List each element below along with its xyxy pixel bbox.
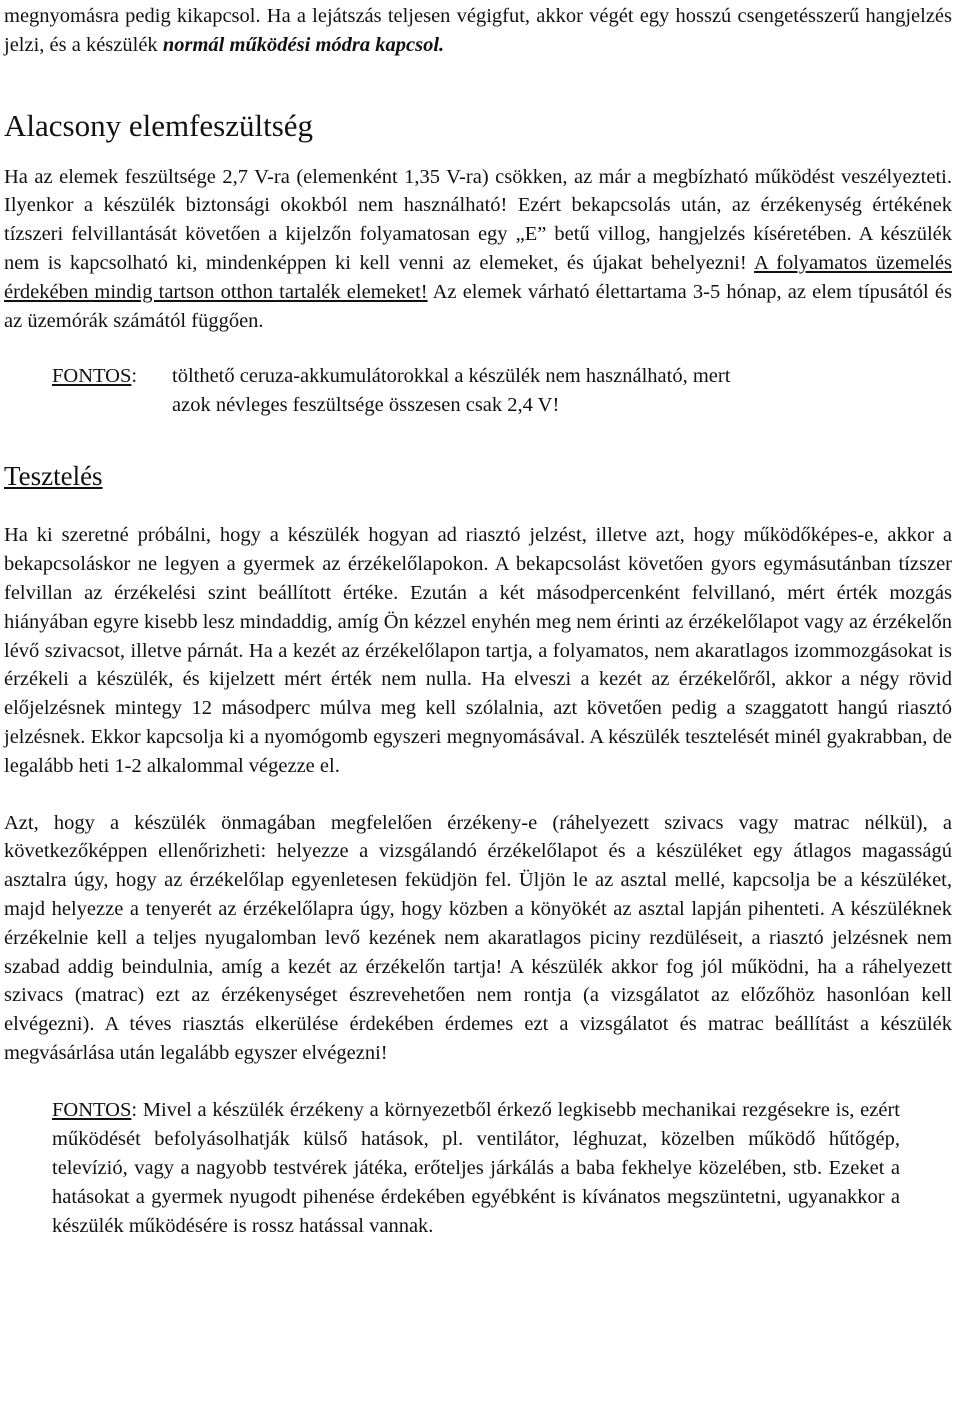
intro-paragraph: [4, 0, 952, 60]
intro-emphasis: normál működési módra kapcsol.: [162, 33, 445, 56]
intro-text: megnyomásra pedig kikapcsol. Ha a lejátszás teljesen végigfut, akkor végét egy hosszú csengetésszerű hangjelzés jelzi, és a készülék: [4, 5, 952, 56]
testing-paragraph-1: Ha ki szeretné próbálni, hogy a készülék hogyan ad riasztó jelzést, illetve azt, hogy működőképes-e, akkor a bekapcsoláskor ne legyen a gyermek az érzékelőlapokon. A bekapcsolást követően gyors egymásutánban tízszer felvillan az érzékelési szint beállított értéke. Ezután a két másodpercenként felvillanó, mért érték mozgás hiányában egyre kisebb lesz mindaddig, amíg Ön kézzel enyhén meg nem érinti az érzékelőlapot vagy az érzékelőn lévő szivacsot, illetve párnát. Ha a kezét az érzékelőlapon tartja, a folyamatos, nem akaratlagos izommozgásokat is érzékeli a készülék, és kijelzett mért érték nem nulla. Ha elveszi a kezét az érzékelőről, akkor a négy rövid előjelzésnek mintegy 12 másodperc múlva meg kell szólalnia, azt követően pedig a szaggatott hangú riasztó jelzésnek. Ekkor kapcsolja ki a nyomógomb egyszeri megnyomásával. A készülék tesztelését minél gyakrabban, de legalább heti 1-2 alkalommal végezze el.: [4, 524, 952, 777]
low-battery-text-end: Az elemek várható élettartama 3-5 hónap, az elem típusától és az üzemórák számától függően.: [4, 280, 952, 332]
low-battery-underlined: A folyamatos üzemelés érdekében mindig tartson otthon tartalék elemeket!: [4, 251, 952, 303]
note2-key: FONTOS: [52, 1098, 132, 1121]
low-battery-heading: Alacsony elemfeszültség: [4, 107, 314, 143]
note-colon: :: [131, 365, 138, 388]
note-key: FONTOS: [52, 365, 132, 388]
low-battery-text: Ha az elemek feszültsége 2,7 V-ra (elemenként 1,35 V-ra) csökken, az már a megbízható működést veszélyezteti. Ilyenkor a készülék biztonsági okokból nem használható! Ezért bekapcsolás után, az érzékenység értékének tízszeri felvillantását követően a kijelzőn folyamatosan egy „E” betű villog, hangjelzés kíséretében. A készülék nem is kapcsolható ki, mindenképpen ki kell venni az elemeket, és újakat behelyezni!: [4, 165, 952, 274]
note2-text: : Mivel a készülék érzékeny a környezetből érkező legkisebb mechanikai rezgésekre is, ezért működését befolyásolhatják külső hatások, pl. ventilátor, léghuzat, közelben működő hűtőgép, televízió, vagy a nagyobb testvérek játéka, erőteljes járkálás a baba fekhelye közelében, stb. Ezeket a hatásokat a gyermek nyugodt pihenése érdekében egyébként is kívánatos megszüntetni, ugyanakkor a készülék működésére is rossz hatással vannak.: [52, 1098, 900, 1237]
note-vibration-important: [52, 1096, 900, 1241]
note-battery-important: [52, 362, 952, 420]
document-page: [4, 0, 952, 1241]
testing-heading: Tesztelés: [4, 461, 103, 492]
low-battery-paragraph: [4, 163, 952, 336]
note-line-2: azok névleges feszültsége összesen csak 2,4 V!: [172, 394, 560, 417]
testing-paragraph-2: Azt, hogy a készülék önmagában megfelelően érzékeny-e (ráhelyezett szivacs vagy matrac nélkül), a következőképpen ellenőrizheti: helyezze a vizsgálandó érzékelőlapot és a készüléket egy átlagos magasságú asztalra úgy, hogy az érzékelőlap egyenletesen feküdjön fel. Üljön le az asztal mellé, kapcsolja be a készüléket, majd helyezze a tenyerét az érzékelőlapra úgy, hogy közben a könyökét az asztal lapján pihenteti. A készüléknek érzékelnie kell a teljes nyugalomban levő kezének nem akaratlagos piciny rezdüléseit, a riasztó jelzésnek nem szabad addig beindulnia, amíg a kezét az érzékelőn tartja! A készülék akkor fog jól működni, ha a ráhelyezett szivacs (matrac) ezt az érzékenységet észrevehetően nem rontja (a vizsgálatot az előzőhöz hasonlóan kell elvégezni). A téves riasztás elkerülése érdekében érdemes ezt a vizsgálatot és matrac beállítást a készülék megvásárlása után legalább egyszer elvégezni!: [4, 811, 952, 1064]
note-line-1: tölthető ceruza-akkumulátorokkal a készülék nem használható, mert: [172, 365, 731, 388]
